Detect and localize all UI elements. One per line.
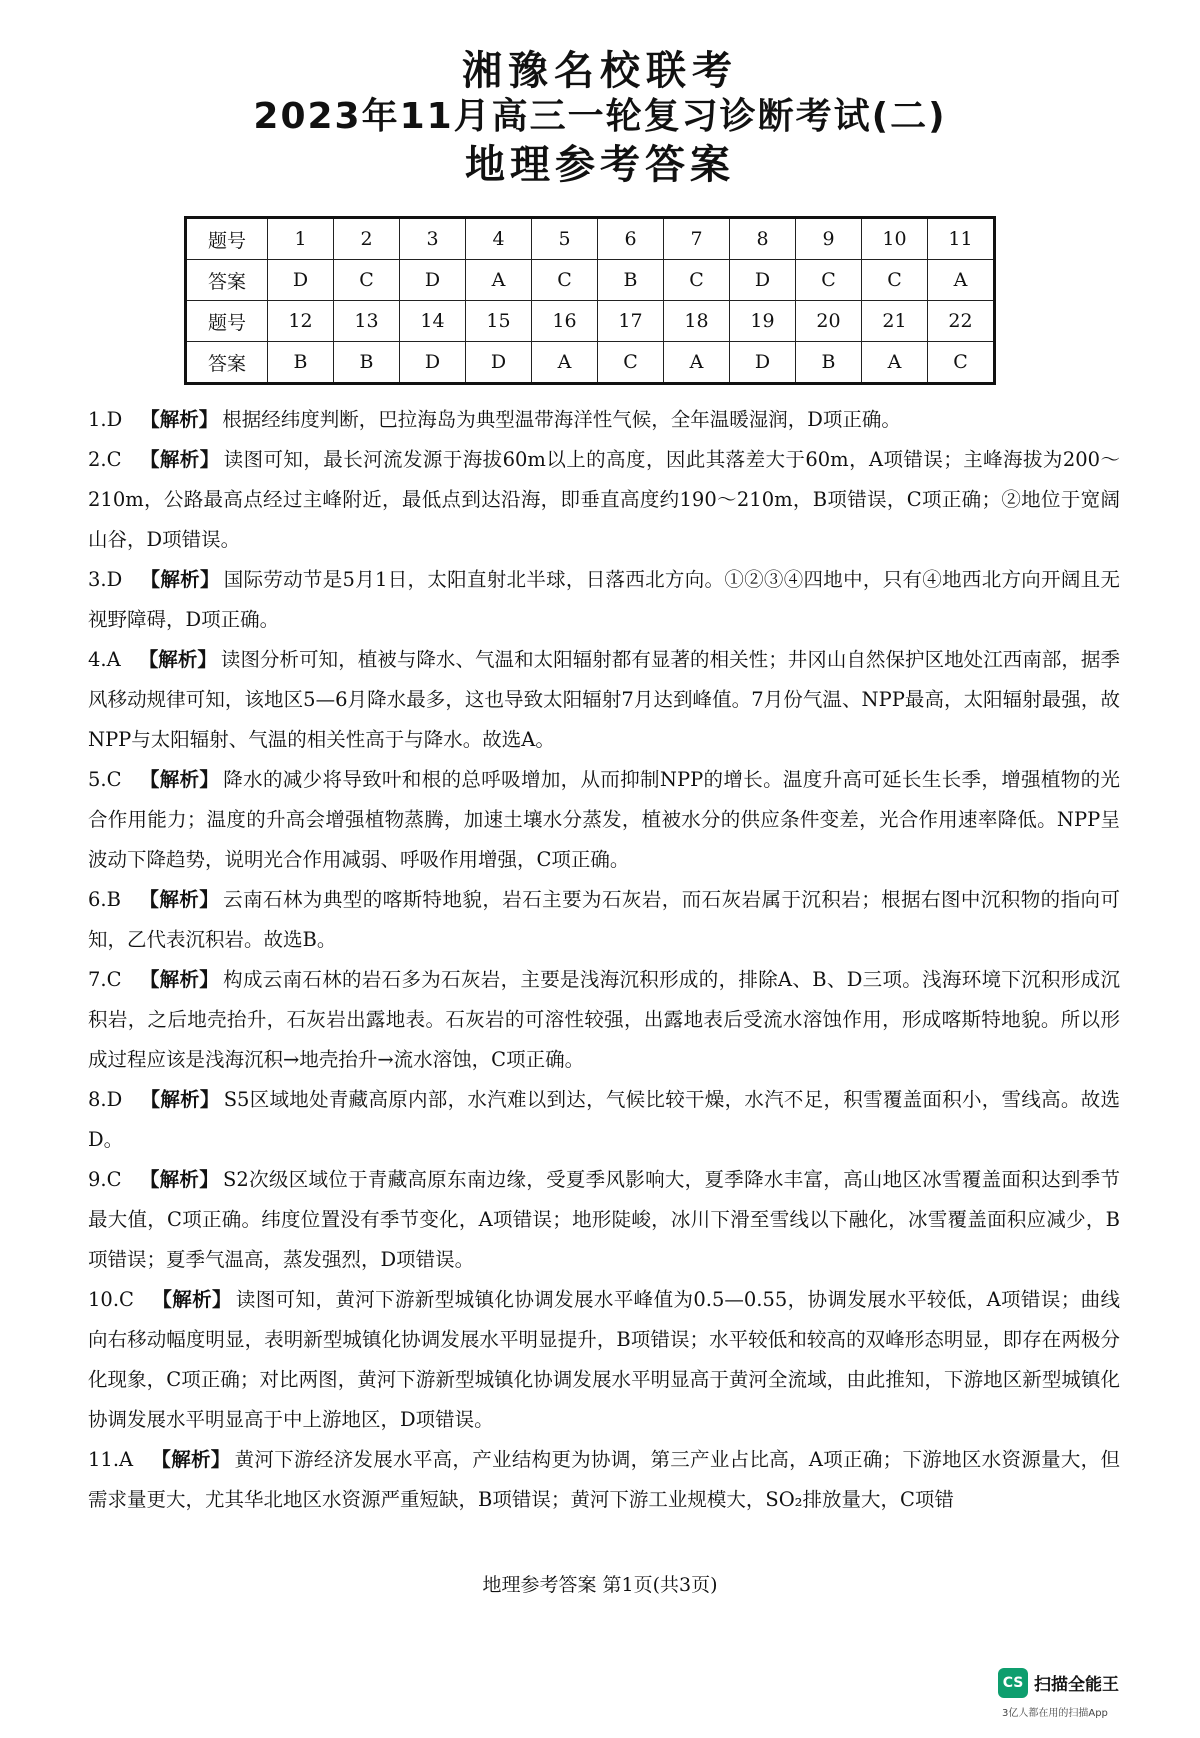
answer-cell: A: [664, 342, 730, 384]
explanation-item: [88, 1080, 1120, 1160]
question-number-cell: 19: [730, 301, 796, 342]
explanation-item: [88, 760, 1120, 880]
analysis-tag: 【解析】: [139, 448, 220, 471]
analysis-tag: 【解析】: [140, 1088, 220, 1111]
analysis-tag: 【解析】: [151, 1448, 231, 1471]
answer-cell: D: [466, 342, 532, 384]
answer-row: [186, 260, 995, 301]
watermark-subtitle: 3亿人都在用的扫描App: [1002, 1708, 1108, 1719]
analysis-tag: 【解析】: [151, 1288, 232, 1311]
question-number-cell: 5: [532, 218, 598, 260]
question-number-cell: 4: [466, 218, 532, 260]
question-number-cell: 9: [796, 218, 862, 260]
item-text: 国际劳动节是5月1日，太阳直射北半球，日落西北方向。①②③④四地中，只有④地西北方向开阔且无视野障碍，D项正确。: [88, 568, 1120, 631]
explanations: [88, 400, 1120, 1520]
answer-cell: B: [598, 260, 664, 301]
answer-cell: D: [268, 260, 334, 301]
item-number: 5.C: [88, 768, 122, 791]
document-header: [0, 48, 1200, 190]
item-number: 7.C: [88, 968, 122, 991]
item-number: 8.D: [88, 1088, 123, 1111]
answer-row: [186, 342, 995, 384]
question-number-cell: 10: [862, 218, 928, 260]
scanner-watermark: [998, 1668, 1168, 1718]
question-number-cell: 1: [268, 218, 334, 260]
explanation-item: [88, 1280, 1120, 1440]
item-number: 6.B: [88, 888, 121, 911]
document-title: 地理参考答案: [465, 142, 735, 188]
answer-table: [184, 216, 996, 385]
item-number: 9.C: [88, 1168, 122, 1191]
item-text: S2次级区域位于青藏高原东南边缘，受夏季风影响大，夏季降水丰富，高山地区冰雪覆盖面积达到季节最大值，C项正确。纬度位置没有季节变化，A项错误；地形陡峻，冰川下滑至雪线以下融化，冰雪覆盖面积应减少，B项错误；夏季气温高，蒸发强烈，D项错误。: [88, 1168, 1120, 1271]
item-number: 10.C: [88, 1288, 134, 1311]
item-number: 2.C: [88, 448, 122, 471]
explanation-item: [88, 440, 1120, 560]
item-number: 11.A: [88, 1448, 134, 1471]
item-text: 根据经纬度判断，巴拉海岛为典型温带海洋性气候，全年温暖湿润，D项正确。: [222, 408, 901, 431]
explanation-item: [88, 560, 1120, 640]
explanation-item: [88, 1440, 1120, 1520]
question-number-cell: 6: [598, 218, 664, 260]
answer-cell: C: [598, 342, 664, 384]
camscanner-logo-icon: CS: [998, 1668, 1028, 1698]
question-number-cell: 12: [268, 301, 334, 342]
item-text: 读图分析可知，植被与降水、气温和太阳辐射都有显著的相关性；井冈山自然保护区地处江西南部，据季风移动规律可知，该地区5—6月降水最多，这也导致太阳辐射7月达到峰值。7月份气温、NPP最高，太阳辐射最强，故NPP与太阳辐射、气温的相关性高于与降水。故选A。: [88, 648, 1120, 751]
item-text: 构成云南石林的岩石多为石灰岩，主要是浅海沉积形成的，排除A、B、D三项。浅海环境下沉积形成沉积岩，之后地壳抬升，石灰岩出露地表。石灰岩的可溶性较强，出露地表后受流水溶蚀作用，形成喀斯特地貌。所以形成过程应该是浅海沉积→地壳抬升→流水溶蚀，C项正确。: [88, 968, 1120, 1071]
item-text: 黄河下游经济发展水平高，产业结构更为协调，第三产业占比高，A项正确；下游地区水资源量大，但需求量更大，尤其华北地区水资源严重短缺，B项错误；黄河下游工业规模大，SO₂排放量大，C项错: [88, 1448, 1120, 1511]
analysis-tag: 【解析】: [140, 568, 220, 591]
analysis-tag: 【解析】: [139, 1168, 220, 1191]
item-number: 4.A: [88, 648, 121, 671]
question-number-cell: 18: [664, 301, 730, 342]
analysis-tag: 【解析】: [138, 888, 220, 911]
question-number-cell: 21: [862, 301, 928, 342]
answer-cell: C: [928, 342, 995, 384]
item-number: 3.D: [88, 568, 123, 591]
row-label: 答案: [186, 260, 268, 301]
answer-cell: D: [730, 342, 796, 384]
answer-cell: D: [400, 342, 466, 384]
exam-organizer: 湘豫名校联考: [462, 48, 738, 94]
answer-cell: C: [796, 260, 862, 301]
explanation-item: [88, 960, 1120, 1080]
question-number-cell: 3: [400, 218, 466, 260]
explanation-item: [88, 400, 1120, 440]
question-number-cell: 15: [466, 301, 532, 342]
item-text: 降水的减少将导致叶和根的总呼吸增加，从而抑制NPP的增长。温度升高可延长生长季，增强植物的光合作用能力；温度的升高会增强植物蒸腾，加速土壤水分蒸发，植被水分的供应条件变差，光合作用速率降低。NPP呈波动下降趋势，说明光合作用减弱、呼吸作用增强，C项正确。: [88, 768, 1120, 871]
analysis-tag: 【解析】: [139, 768, 220, 791]
row-label: 答案: [186, 342, 268, 384]
question-number-cell: 14: [400, 301, 466, 342]
question-number-cell: 17: [598, 301, 664, 342]
question-number-row: [186, 301, 995, 342]
answer-cell: B: [796, 342, 862, 384]
answer-cell: C: [862, 260, 928, 301]
item-text: 读图可知，最长河流发源于海拔60m以上的高度，因此其落差大于60m，A项错误；主峰海拔为200～210m，公路最高点经过主峰附近，最低点到达沿海，即垂直高度约190～210m，B项错误，C项正确；②地位于宽阔山谷，D项错误。: [88, 448, 1120, 551]
explanation-item: [88, 640, 1120, 760]
question-number-cell: 22: [928, 301, 995, 342]
question-number-cell: 11: [928, 218, 995, 260]
question-number-cell: 16: [532, 301, 598, 342]
answer-cell: A: [466, 260, 532, 301]
page-footer: 地理参考答案 第1页(共3页): [482, 1574, 718, 1596]
analysis-tag: 【解析】: [139, 968, 220, 991]
question-number-cell: 2: [334, 218, 400, 260]
analysis-tag: 【解析】: [138, 648, 217, 671]
item-number: 1.D: [88, 408, 123, 431]
answer-cell: B: [334, 342, 400, 384]
watermark-name: 扫描全能王: [1034, 1675, 1119, 1695]
answer-cell: C: [532, 260, 598, 301]
explanation-item: [88, 1160, 1120, 1280]
question-number-cell: 7: [664, 218, 730, 260]
question-number-cell: 8: [730, 218, 796, 260]
answer-cell: B: [268, 342, 334, 384]
question-number-cell: 20: [796, 301, 862, 342]
question-number-cell: 13: [334, 301, 400, 342]
answer-cell: D: [400, 260, 466, 301]
answer-cell: A: [532, 342, 598, 384]
item-text: S5区域地处青藏高原内部，水汽难以到达，气候比较干燥，水汽不足，积雪覆盖面积小，雪线高。故选D。: [88, 1088, 1120, 1151]
exam-title: 2023年11月高三一轮复习诊断考试(二): [253, 96, 947, 137]
explanation-item: [88, 880, 1120, 960]
answer-cell: A: [928, 260, 995, 301]
item-text: 读图可知，黄河下游新型城镇化协调发展水平峰值为0.5—0.55，协调发展水平较低，A项错误；曲线向右移动幅度明显，表明新型城镇化协调发展水平明显提升，B项错误；水平较低和较高的双峰形态明显，即存在两极分化现象，C项正确；对比两图，黄河下游新型城镇化协调发展水平明显高于黄河全流域，由此推知，下游地区新型城镇化协调发展水平明显高于中上游地区，D项错误。: [88, 1288, 1120, 1431]
answer-cell: C: [334, 260, 400, 301]
answer-cell: C: [664, 260, 730, 301]
answer-cell: A: [862, 342, 928, 384]
row-label: 题号: [186, 218, 268, 260]
answer-cell: D: [730, 260, 796, 301]
analysis-tag: 【解析】: [140, 408, 219, 431]
row-label: 题号: [186, 301, 268, 342]
question-number-row: [186, 218, 995, 260]
item-text: 云南石林为典型的喀斯特地貌，岩石主要为石灰岩，而石灰岩属于沉积岩；根据右图中沉积物的指向可知，乙代表沉积岩。故选B。: [88, 888, 1120, 951]
